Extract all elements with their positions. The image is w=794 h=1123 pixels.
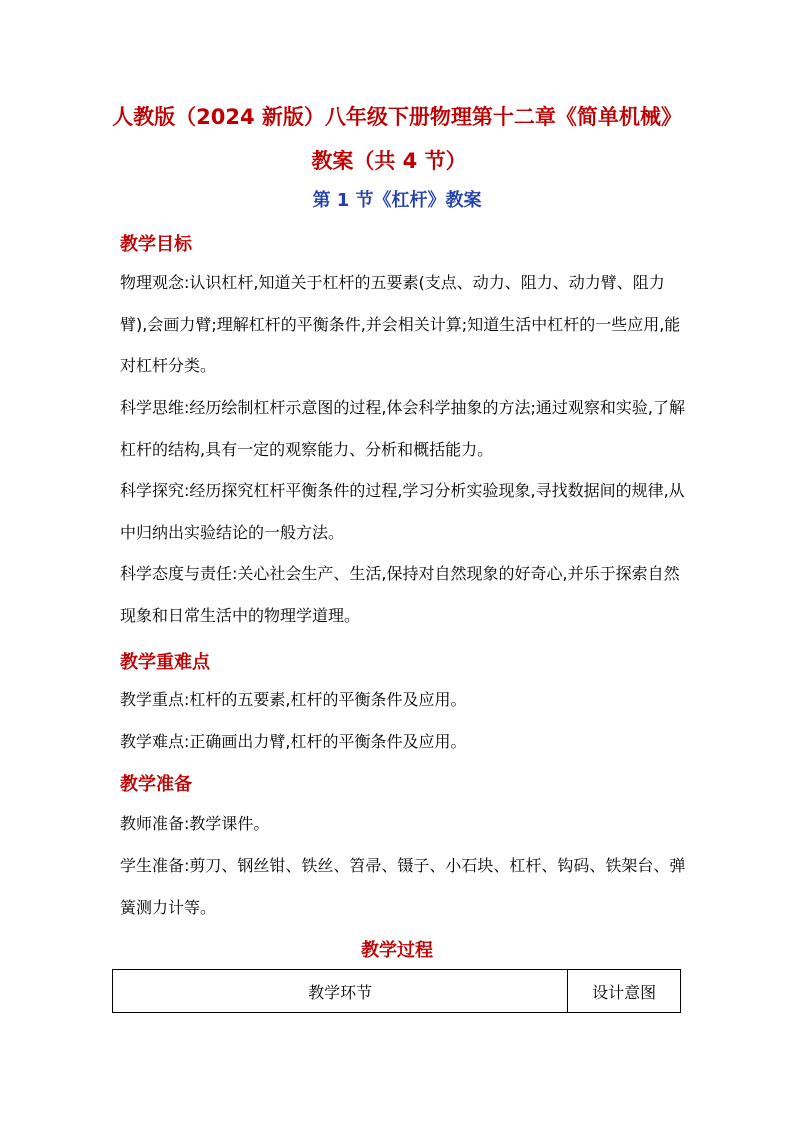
process-table [112,969,681,1013]
objective-scientific-inquiry: 科学探究:经历探究杠杆平衡条件的过程,学习分析实验现象,寻找数据间的规律,从中归纳出实验结论的一般方法。 [120,481,685,542]
table-header-design-intent: 设计意图 [568,970,681,1013]
objective-scientific-thinking: 科学思维:经历绘制杠杆示意图的过程,体会科学抽象的方法;通过观察和实验,了解杠杆的结构,具有一定的观察能力、分析和概括能力。 [120,398,685,459]
teacher-preparation: 教师准备:教学课件。 [120,814,270,833]
table-header-row [113,970,681,1013]
student-preparation: 学生准备:剪刀、钢丝钳、铁丝、笤帚、镊子、小石块、杠杆、钩码、铁架台、弹簧测力计等。 [120,856,686,917]
objectives-heading: 教学目标 [120,234,192,255]
key-points-heading: 教学重难点 [120,652,210,673]
key-point: 教学重点:杠杆的五要素,杠杆的平衡条件及应用。 [120,690,467,709]
objective-physics-concept: 物理观念:认识杠杆,知道关于杠杆的五要素(支点、动力、阻力、动力臂、阻力臂),会画力臂;理解杠杆的平衡条件,并会相关计算;知道生活中杠杆的一些应用,能对杠杆分类。 [120,273,681,375]
preparation-heading: 教学准备 [120,774,192,795]
document-title-line-2: 教案（共 4 节） [311,149,467,173]
section-title: 第 1 节《杠杆》教案 [312,190,482,211]
difficult-point: 教学难点:正确画出力臂,杠杆的平衡条件及应用。 [120,732,467,751]
table-header-teaching-step: 教学环节 [113,970,568,1013]
objective-attitude-responsibility: 科学态度与责任:关心社会生产、生活,保持对自然现象的好奇心,并乐于探索自然现象和日常生活中的物理学道理。 [120,564,680,625]
document-title-line-1: 人教版（2024 新版）八年级下册物理第十二章《简单机械》 [112,105,682,129]
process-heading: 教学过程 [361,940,433,961]
